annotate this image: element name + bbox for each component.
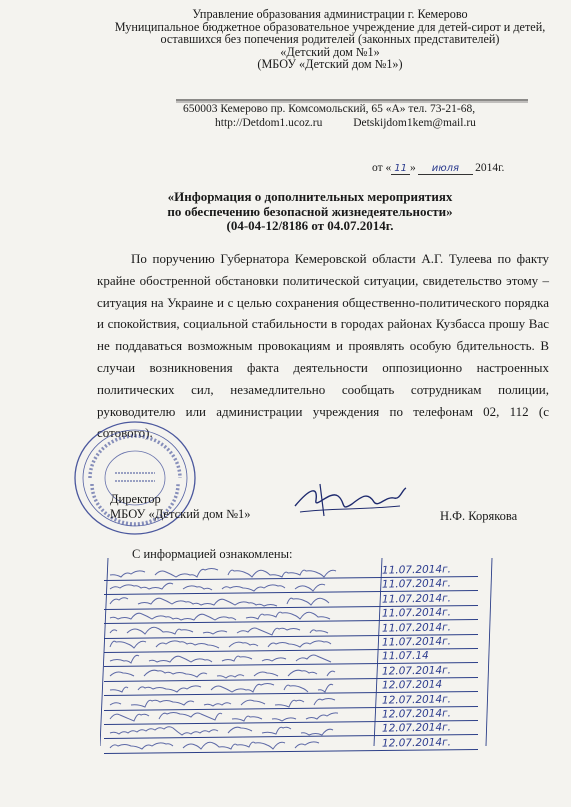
roster-date: 11.07.2014г. [381,592,452,606]
roster-row [90,737,490,757]
address: 650003 Кемерово пр. Комсомольский, 65 «А» тел. 73-21-68, [183,103,476,115]
date-day: 11 [391,163,410,175]
website-link[interactable]: http://Detdom1.ucoz.ru [215,116,323,129]
roster-date: 12.07.2014г. [381,721,452,735]
roster-date: 11.07.2014г. [381,635,452,649]
document-date [372,162,504,175]
signatory-role: Директор [110,492,161,506]
letterhead-line-3: оставшихся без попечения родителей (законных представителей) [160,32,500,47]
letterhead [110,8,550,71]
letterhead-line-4: «Детский дом №1» [280,44,380,59]
date-month: июля [418,163,473,175]
handwritten-signature [290,478,410,523]
signatory-org: МБОУ «Детский дом №1» [110,507,251,521]
date-mid: » [409,162,416,174]
document-title [130,190,490,234]
contact-block [183,103,523,130]
date-year: 2014г. [475,162,505,174]
roster-date: 12.07.2014 [381,678,443,692]
title-line-3: (04-04-12/8186 от 04.07.2014г. [226,218,394,234]
roster-date: 11.07.2014г. [381,577,452,591]
document-body [97,248,549,444]
signatory-name: Н.Ф. Корякова [440,509,518,523]
roster-date: 12.07.2014г. [381,707,452,721]
roster-date: 11.07.14 [381,649,429,663]
handwritten-name [108,739,338,753]
roster-date: 11.07.2014г. [381,563,452,577]
date-prefix: от « [372,162,392,174]
roster-date: 12.07.2014г. [381,692,452,707]
title-line-1: «Информация о дополнительных мероприятиях [167,189,453,204]
body-paragraph: По поручению Губернатора Кемеровской области А.Г. Тулеева по факту крайне обостренной обстановки политической ситуации, свидетельство этому – ситуация на Украине и с целью сохранения общественно-политического порядка и спокойствия, социальной стабильности в городах районах Кузбасса прошу Вас не поддаваться возможным провокациям и проявлять особую бдительность. В случаи возникновения факта деятельности оппозиционно настроенных политических сил, незамедлительно сообщать сотрудникам полиции, руководителю или администрации учреждения по телефонам 02, 112 (с сотового). [97,251,549,441]
roster-date: 11.07.2014г. [381,606,452,620]
letterhead-line-2: Муниципальное бюджетное образовательное учреждение для детей-сирот и детей, [114,19,546,34]
contact-row [183,117,523,131]
roster-date: 11.07.2014г. [381,620,452,635]
letterhead-line-5: (МБОУ «Детский дом №1») [257,57,403,72]
acquainted-label: С информацией ознакомлены: [132,547,293,561]
title-line-2: по обеспечению безопасной жизнедеятельности» [167,203,453,219]
letterhead-line-1: Управление образования администрации г. Кемерово [192,7,468,21]
roster-date: 12.07.2014г. [381,736,452,750]
roster-date: 12.07.2014г. [381,664,452,678]
email-link[interactable]: Detskijdom1kem@mail.ru [353,116,476,129]
signature-block [110,492,251,522]
